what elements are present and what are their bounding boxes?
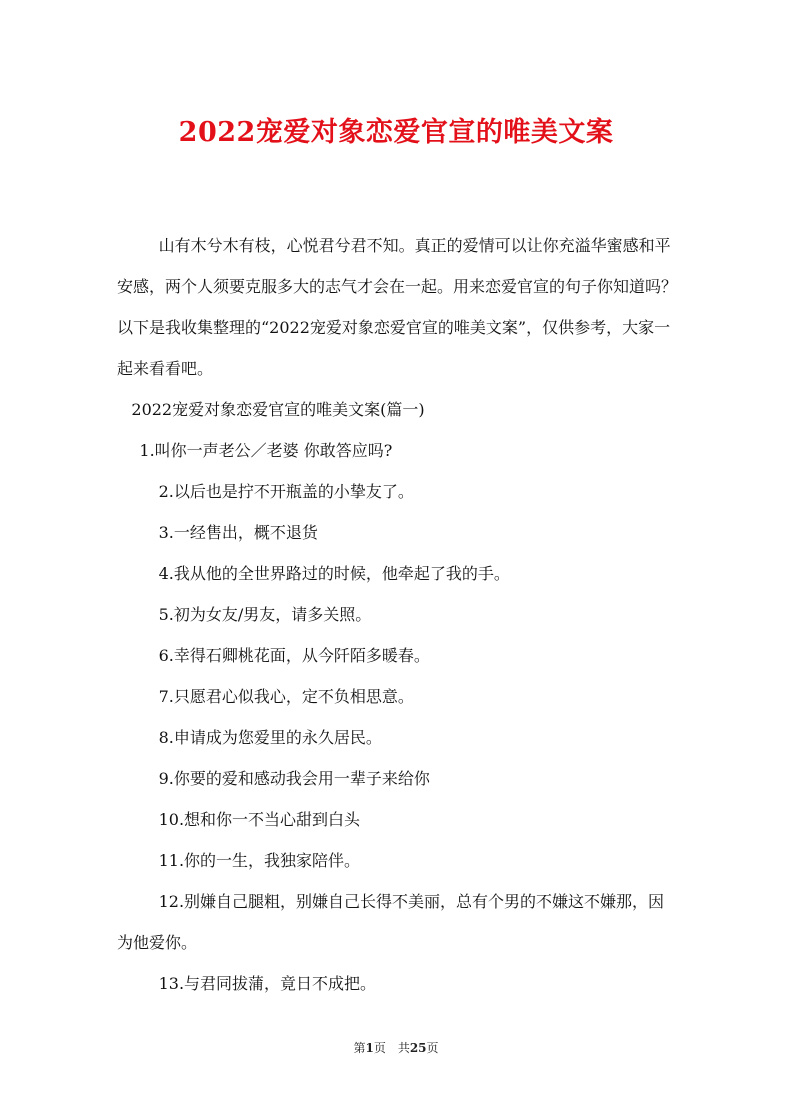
document-title: 2022宠爱对象恋爱官宣的唯美文案 bbox=[178, 117, 614, 148]
footer-suffix: 页 bbox=[426, 1041, 439, 1055]
list-item: 4.我从他的全世界路过的时候，他牵起了我的手。 bbox=[158, 564, 510, 583]
list-item: 12.别嫌自己腿粗，别嫌自己长得不美丽，总有个男的不嫌这不嫌那，因为他爱你。 bbox=[117, 892, 665, 952]
page-footer bbox=[0, 1039, 792, 1056]
list-item: 2.以后也是拧不开瓶盖的小挚友了。 bbox=[158, 482, 414, 501]
total-page-count: 25 bbox=[409, 1041, 427, 1055]
list-item: 10.想和你一不当心甜到白头 bbox=[158, 810, 361, 829]
list-item: 7.只愿君心似我心，定不负相思意。 bbox=[158, 687, 414, 706]
intro-paragraph: 山有木兮木有枝，心悦君兮君不知。真正的爱情可以让你充溢华蜜感和平安感，两个人须要克服多大的志气才会在一起。用来恋爱官宣的句子你知道吗？以下是我收集整理的“2022宠爱对象恋爱官宣的唯美文案”，仅供参考，大家一起来看看吧。 bbox=[117, 236, 678, 378]
list-item: 5.初为女友/男友，请多关照。 bbox=[158, 605, 372, 624]
list-item: 11.你的一生，我独家陪伴。 bbox=[158, 851, 361, 870]
list-item: 6.幸得石卿桃花面，从今阡陌多暖春。 bbox=[158, 646, 430, 665]
list-item: 3.一经售出，概不退货 bbox=[158, 523, 318, 542]
list-item: 13.与君同拔蒲，竟日不成把。 bbox=[158, 974, 377, 993]
footer-mid: 页 共 bbox=[373, 1041, 410, 1055]
list-item: 8.申请成为您爱里的永久居民。 bbox=[158, 728, 382, 747]
document-body bbox=[117, 225, 677, 1004]
list-item: 1.叫你一声老公／老婆 你敢答应吗? bbox=[139, 441, 393, 460]
list-item: 9.你要的爱和感动我会用一辈子来给你 bbox=[158, 769, 430, 788]
current-page-number: 1 bbox=[365, 1041, 374, 1055]
section-heading: 2022宠爱对象恋爱官宣的唯美文案(篇一) bbox=[131, 400, 425, 419]
footer-prefix: 第 bbox=[353, 1041, 366, 1055]
